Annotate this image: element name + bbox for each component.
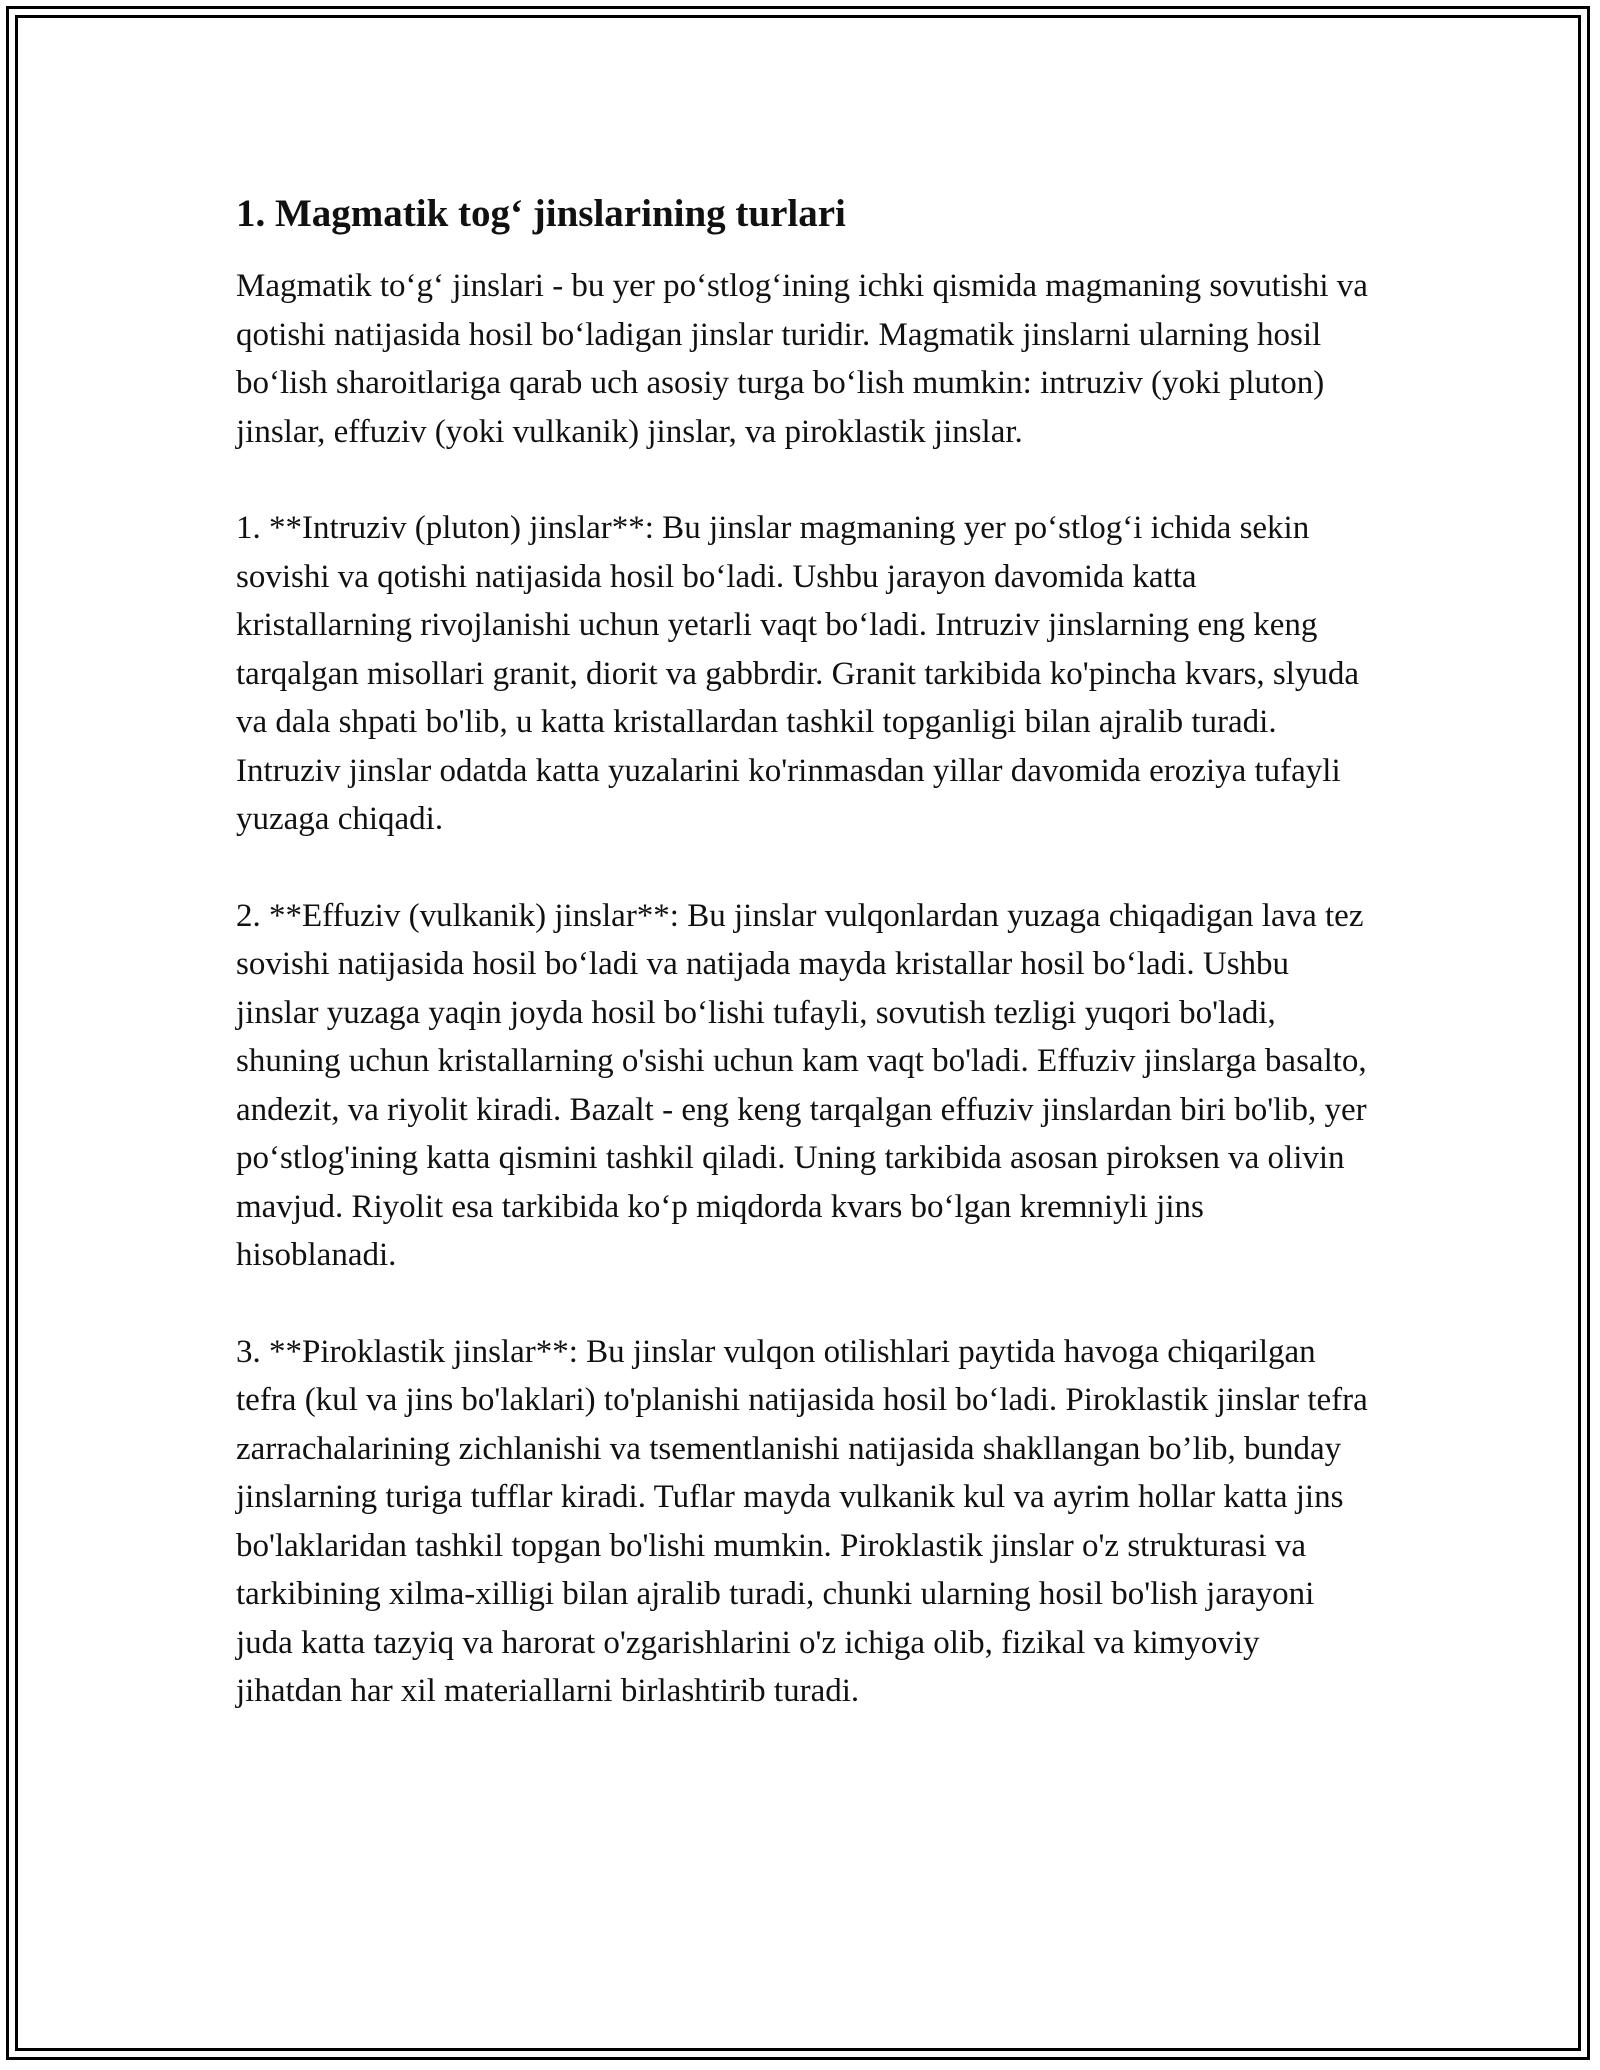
paragraph-pyroclastic: 3. **Piroklastik jinslar**: Bu jinslar vulqon otilishlari paytida havoga chiqarilgan tefra (kul va jins bo'laklari) to'planishi natijasida hosil bo‘ladi. Piroklastik jinslar tefra zarrachalarining zichlanishi va tsementlanishi natijasida shakllangan bo’lib, bunday jinslarning turiga tufflar kiradi. Tuflar mayda vulkanik kul va ayrim hollar katta jins bo'laklaridan tashkil topgan bo'lishi mumkin. Piroklastik jinslar o'z strukturasi va tarkibining xilma-xilligi bilan ajralib turadi, chunki ularning hosil bo'lish jarayoni juda katta tazyiq va harorat o'zgarishlarini o'z ichiga olib, fizikal va kimyoviy jihatdan har xil materiallarni birlashtirib turadi. [236, 1333, 1368, 1709]
paragraph-intrusive: 1. **Intruziv (pluton) jinslar**: Bu jinslar magmaning yer po‘stlog‘i ichida sekin sovishi va qotishi natijasida hosil bo‘ladi. Ushbu jarayon davomida katta kristallarning rivojlanishi uchun yetarli vaqt bo‘ladi. Intruziv jinslarning eng keng tarqalgan misollari granit, diorit va gabbrdir. Granit tarkibida ko'pincha kvars, slyuda va dala shpati bo'lib, u katta kristallardan tashkil topganligi bilan ajralib turadi. Intruziv jinslar odatda katta yuzalarini ko'rinmasdan yillar davomida eroziya tufayli yuzaga chiqadi. [236, 510, 1360, 837]
document-title: 1. Magmatik tog‘ jinslarining turlari [236, 192, 846, 235]
paragraph-intro: Magmatik to‘g‘ jinslari - bu yer po‘stlog‘ining ichki qismida magmaning sovutishi va qotishi natijasida hosil bo‘ladigan jinslar turidir. Magmatik jinslarni ularning hosil bo‘lish sharoitlariga qarab uch asosiy turga bo‘lish mumkin: intruziv (yoki pluton) jinslar, effuziv (yoki vulkanik) jinslar, va piroklastik jinslar. [236, 268, 1368, 450]
document-body [236, 186, 1371, 1764]
paragraph-effusive: 2. **Effuziv (vulkanik) jinslar**: Bu jinslar vulqonlardan yuzaga chiqadigan lava tez sovishi natijasida hosil bo‘ladi va natijada mayda kristallar hosil bo‘ladi. Ushbu jinslar yuzaga yaqin joyda hosil bo‘lishi tufayli, sovutish tezligi yuqori bo'ladi, shuning uchun kristallarning o'sishi uchun kam vaqt bo'ladi. Effuziv jinslarga basalto, andezit, va riyolit kiradi. Bazalt - eng keng tarqalgan effuziv jinslardan biri bo'lib, yer po‘stlog'ining katta qismini tashkil qiladi. Uning tarkibida asosan piroksen va olivin mavjud. Riyolit esa tarkibida ko‘p miqdorda kvars bo‘lgan kremniyli jins hisoblanadi. [236, 897, 1367, 1273]
